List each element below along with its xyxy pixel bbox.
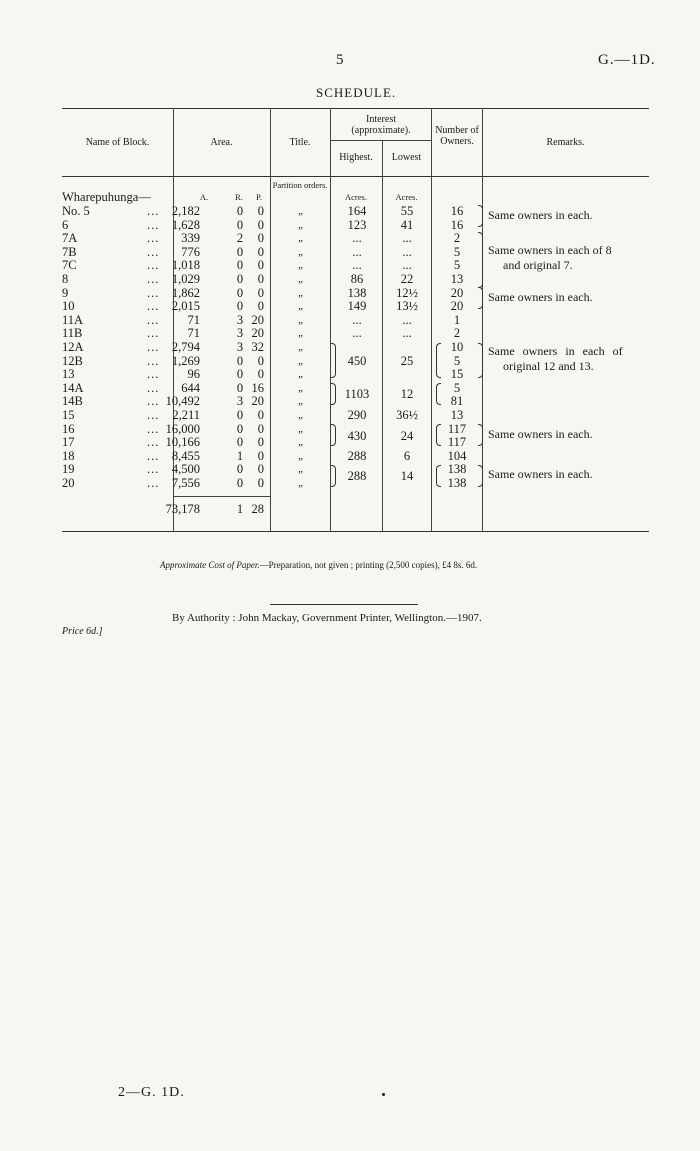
title-partition-order: „ bbox=[298, 259, 305, 272]
brace-owners-16-17 bbox=[436, 424, 441, 446]
block-name: 11A bbox=[62, 312, 84, 327]
leader-dots: ... bbox=[147, 476, 160, 490]
interest-highest: 86 bbox=[350, 272, 364, 286]
area-perches: 0 bbox=[257, 408, 264, 422]
area-perches: 0 bbox=[257, 476, 264, 490]
interest-highest: ... bbox=[352, 244, 362, 259]
interest-highest: 430 bbox=[347, 428, 367, 443]
number-of-owners: 2 bbox=[453, 231, 461, 246]
number-of-owners: 13 bbox=[450, 272, 464, 286]
page-number: 5 bbox=[336, 52, 344, 68]
block-group-label: Wharepuhunga— bbox=[62, 190, 151, 204]
title-partition-order: „ bbox=[298, 245, 305, 258]
area-perches: 0 bbox=[257, 204, 264, 218]
table-row bbox=[0, 205, 700, 218]
brace-owners-14 bbox=[436, 383, 441, 405]
title-partition-order: „ bbox=[298, 449, 305, 462]
title-partition-order: „ bbox=[298, 381, 305, 394]
number-of-owners: 15 bbox=[450, 367, 464, 382]
footer-dot bbox=[382, 1093, 385, 1096]
title-partition-order: „ bbox=[298, 205, 305, 217]
interest-lowest: 41 bbox=[400, 217, 414, 232]
area-acres: 10,492 bbox=[165, 394, 200, 409]
total-acres: 73,178 bbox=[165, 502, 200, 516]
area-perches: 0 bbox=[257, 462, 264, 477]
area-acres: 71 bbox=[187, 326, 200, 341]
block-name: 8 bbox=[62, 272, 69, 286]
area-acres: 2,211 bbox=[172, 408, 200, 422]
table-row bbox=[0, 368, 700, 381]
leader-dots: ... bbox=[147, 448, 160, 463]
table-top-rule bbox=[62, 108, 649, 109]
number-of-owners: 1 bbox=[453, 312, 461, 327]
area-perches: 0 bbox=[257, 435, 264, 450]
block-name: 7B bbox=[62, 244, 77, 259]
table-row bbox=[0, 287, 700, 300]
table-row bbox=[0, 300, 700, 313]
area-roods: 0 bbox=[236, 421, 244, 436]
number-of-owners: 5 bbox=[453, 353, 461, 368]
subhead-roods-r: R. bbox=[235, 192, 243, 202]
title-partition-order: „ bbox=[298, 354, 305, 367]
brace-highest-14 bbox=[331, 383, 336, 405]
price-note: Price 6d.] bbox=[62, 626, 103, 637]
number-of-owners: 20 bbox=[450, 285, 464, 300]
interest-highest: 138 bbox=[347, 285, 367, 300]
interest-highest: 288 bbox=[347, 448, 367, 463]
area-roods: 0 bbox=[236, 217, 244, 232]
total-perches: 28 bbox=[251, 502, 264, 516]
area-perches: 0 bbox=[257, 258, 264, 273]
area-acres: 10,166 bbox=[165, 435, 200, 450]
interest-highest: 288 bbox=[347, 469, 367, 484]
leader-dots: ... bbox=[147, 435, 160, 450]
interest-highest: 290 bbox=[347, 408, 367, 422]
remark-same-owners-16-17: Same owners in each. bbox=[488, 427, 593, 441]
block-name: 14B bbox=[62, 394, 83, 409]
number-of-owners: 5 bbox=[453, 244, 461, 259]
col-header-interest: Interest (approximate). bbox=[351, 114, 411, 136]
subhead-perches-p: P. bbox=[256, 192, 262, 202]
area-roods: 0 bbox=[236, 353, 244, 368]
block-name: 17 bbox=[62, 435, 75, 450]
leader-dots: ... bbox=[147, 367, 160, 382]
remark-same-owners-8-line2: and original 7. bbox=[503, 258, 573, 272]
area-perches: 0 bbox=[257, 231, 264, 246]
area-roods: 0 bbox=[236, 408, 244, 422]
area-perches: 0 bbox=[257, 244, 264, 259]
area-roods: 0 bbox=[236, 435, 244, 450]
area-roods: 3 bbox=[236, 312, 244, 327]
interest-lowest: 6 bbox=[403, 448, 411, 463]
interest-lowest: 25 bbox=[400, 353, 414, 368]
interest-lowest: 12½ bbox=[396, 285, 418, 300]
title-partition-order: „ bbox=[298, 313, 305, 326]
imprint-rule bbox=[270, 604, 418, 605]
leader-dots: ... bbox=[147, 231, 160, 246]
area-roods: 0 bbox=[236, 299, 244, 314]
area-acres: 1,018 bbox=[171, 258, 200, 273]
title-partition-order: „ bbox=[298, 341, 305, 353]
block-name: 9 bbox=[62, 285, 69, 300]
total-rule bbox=[173, 496, 270, 497]
block-name: 18 bbox=[62, 448, 75, 463]
number-of-owners: 104 bbox=[447, 448, 467, 463]
table-row bbox=[0, 273, 700, 286]
number-of-owners: 117 bbox=[447, 421, 467, 436]
title-partition-order: „ bbox=[298, 286, 305, 299]
area-acres: 2,182 bbox=[171, 204, 200, 218]
area-acres: 1,862 bbox=[171, 285, 200, 300]
number-of-owners: 20 bbox=[450, 299, 464, 314]
brace-owners-12-13 bbox=[436, 343, 441, 378]
title-partition-order: „ bbox=[298, 422, 305, 435]
area-acres: 1,029 bbox=[171, 272, 200, 286]
interest-lowest: 14 bbox=[400, 469, 414, 484]
interest-highest: ... bbox=[352, 312, 362, 327]
leader-dots: ... bbox=[147, 217, 160, 232]
number-of-owners: 13 bbox=[450, 408, 464, 422]
block-name: 6 bbox=[62, 217, 69, 232]
interest-highest: 164 bbox=[347, 204, 367, 218]
brace-highest-16-17 bbox=[331, 424, 336, 446]
subhead-partition-orders: Partition orders. bbox=[272, 180, 328, 190]
area-roods: 0 bbox=[236, 476, 244, 490]
interest-lowest: ... bbox=[402, 258, 412, 273]
leader-dots: ... bbox=[147, 408, 160, 422]
table-row bbox=[0, 395, 700, 408]
area-perches: 0 bbox=[257, 421, 264, 436]
brace-remarks-5 bbox=[478, 424, 483, 446]
area-roods: 0 bbox=[236, 204, 244, 218]
table-row bbox=[0, 380, 700, 401]
number-of-owners: 2 bbox=[453, 326, 461, 341]
col-header-title: Title. bbox=[289, 137, 311, 148]
remark-same-owners-5-6: Same owners in each. bbox=[488, 208, 593, 222]
printer-authority: By Authority : John Mackay, Government Printer, Wellington.—1907. bbox=[172, 612, 482, 624]
block-name: 20 bbox=[62, 476, 75, 490]
area-perches: 20 bbox=[251, 326, 264, 341]
area-acres: 644 bbox=[181, 380, 200, 395]
title-partition-order: „ bbox=[298, 273, 305, 285]
number-of-owners: 16 bbox=[450, 204, 464, 218]
remark-same-owners-19-20: Same owners in each. bbox=[488, 467, 593, 481]
number-of-owners: 81 bbox=[450, 394, 464, 409]
remark-same-owners-8-line1: Same owners in each of 8 bbox=[488, 243, 612, 257]
interest-highest: ... bbox=[352, 326, 362, 341]
interest-lowest: 12 bbox=[400, 386, 414, 401]
brace-highest-12-13 bbox=[331, 343, 336, 378]
block-name: 19 bbox=[62, 462, 75, 477]
block-name: 12B bbox=[62, 353, 83, 368]
area-acres: 2,015 bbox=[171, 299, 200, 314]
interest-lowest: ... bbox=[402, 231, 412, 246]
schedule-title: SCHEDULE. bbox=[316, 85, 397, 100]
title-partition-order: „ bbox=[298, 300, 305, 313]
brace-remarks-1 bbox=[478, 205, 483, 227]
leader-dots: ... bbox=[147, 421, 160, 436]
area-acres: 4,500 bbox=[171, 462, 200, 477]
leader-dots: ... bbox=[147, 326, 160, 341]
interest-sub-rule bbox=[330, 140, 431, 141]
leader-dots: ... bbox=[147, 394, 160, 409]
area-perches: 0 bbox=[257, 299, 264, 314]
block-name: 15 bbox=[62, 408, 75, 422]
area-perches: 0 bbox=[257, 367, 264, 382]
area-acres: 8,455 bbox=[171, 448, 200, 463]
block-name: 7C bbox=[62, 258, 77, 273]
interest-lowest: ... bbox=[402, 326, 412, 341]
area-roods: 3 bbox=[236, 340, 244, 354]
leader-dots: ... bbox=[147, 353, 160, 368]
title-partition-order: „ bbox=[298, 409, 305, 421]
table-row bbox=[0, 436, 700, 449]
table-row bbox=[0, 409, 700, 422]
brace-remarks-2 bbox=[478, 232, 483, 288]
area-roods: 0 bbox=[236, 285, 244, 300]
header-bottom-rule bbox=[62, 176, 649, 177]
subhead-lowest-acres: Acres. bbox=[395, 192, 418, 202]
table-bottom-rule bbox=[62, 531, 649, 532]
area-acres: 1,269 bbox=[171, 353, 200, 368]
area-perches: 0 bbox=[257, 353, 264, 368]
area-acres: 96 bbox=[187, 367, 200, 382]
title-partition-order: „ bbox=[298, 477, 305, 489]
block-name: No. 5 bbox=[62, 204, 90, 218]
area-acres: 776 bbox=[181, 244, 200, 259]
area-roods: 0 bbox=[236, 380, 244, 395]
area-perches: 32 bbox=[251, 340, 264, 354]
interest-highest: ... bbox=[352, 258, 362, 273]
area-perches: 16 bbox=[251, 380, 264, 395]
brace-remarks-6 bbox=[478, 465, 483, 487]
area-acres: 339 bbox=[181, 231, 200, 246]
area-roods: 1 bbox=[236, 448, 244, 463]
block-name: 12A bbox=[62, 340, 84, 354]
area-roods: 3 bbox=[236, 394, 244, 409]
remark-same-owners-12-line2: original 12 and 13. bbox=[503, 359, 594, 373]
interest-lowest: 36½ bbox=[396, 408, 418, 422]
title-partition-order: „ bbox=[298, 395, 305, 408]
area-roods: 0 bbox=[236, 272, 244, 286]
area-perches: 0 bbox=[257, 272, 264, 286]
col-header-area: Area. bbox=[210, 137, 233, 148]
leader-dots: ... bbox=[147, 272, 160, 286]
area-acres: 2,794 bbox=[171, 340, 200, 354]
brace-owners-19-20 bbox=[436, 465, 441, 487]
col-header-remarks: Remarks. bbox=[546, 137, 585, 148]
brace-highest-19-20 bbox=[331, 465, 336, 487]
leader-dots: ... bbox=[147, 299, 160, 314]
table-row bbox=[0, 327, 700, 340]
number-of-owners: 10 bbox=[450, 340, 464, 354]
cost-note-label: Approximate Cost of Paper. bbox=[160, 560, 260, 570]
area-acres: 7,556 bbox=[171, 476, 200, 490]
col-header-lowest: Lowest bbox=[391, 152, 422, 163]
area-acres: 71 bbox=[187, 312, 200, 327]
leader-dots: ... bbox=[147, 380, 160, 395]
interest-highest: ... bbox=[352, 231, 362, 246]
leader-dots: ... bbox=[147, 340, 160, 354]
interest-lowest: ... bbox=[402, 312, 412, 327]
interest-lowest: 55 bbox=[400, 204, 414, 218]
interest-lowest: 13½ bbox=[396, 299, 418, 314]
col-header-highest: Highest. bbox=[339, 152, 373, 163]
title-partition-order: „ bbox=[298, 232, 305, 245]
brace-remarks-3 bbox=[478, 287, 483, 309]
block-name: 13 bbox=[62, 367, 75, 382]
leader-dots: ... bbox=[147, 204, 160, 218]
leader-dots: ... bbox=[147, 244, 160, 259]
document-reference: G.—1D. bbox=[598, 52, 656, 68]
area-roods: 0 bbox=[236, 367, 244, 382]
leader-dots: ... bbox=[147, 462, 160, 477]
total-row bbox=[0, 503, 700, 516]
area-roods: 0 bbox=[236, 258, 244, 273]
table-row bbox=[0, 219, 700, 232]
page-footer-signature: 2—G. 1D. bbox=[118, 1085, 185, 1100]
brace-remarks-4 bbox=[478, 343, 483, 378]
table-row bbox=[0, 259, 700, 272]
area-roods: 0 bbox=[236, 462, 244, 477]
block-name: 16 bbox=[62, 421, 75, 436]
area-perches: 0 bbox=[257, 217, 264, 232]
leader-dots: ... bbox=[147, 285, 160, 300]
interest-lowest: 22 bbox=[400, 272, 414, 286]
area-roods: 0 bbox=[236, 244, 244, 259]
area-perches: 20 bbox=[251, 394, 264, 409]
table-row bbox=[0, 314, 700, 327]
interest-lowest: 24 bbox=[400, 428, 414, 443]
interest-highest: 123 bbox=[347, 217, 367, 232]
area-perches: 0 bbox=[257, 448, 264, 463]
number-of-owners: 16 bbox=[450, 217, 464, 232]
area-perches: 20 bbox=[251, 312, 264, 327]
col-header-owners: Number of Owners. bbox=[435, 125, 479, 147]
area-roods: 2 bbox=[236, 231, 244, 246]
number-of-owners: 117 bbox=[447, 435, 467, 450]
number-of-owners: 138 bbox=[447, 476, 467, 490]
title-partition-order: „ bbox=[298, 463, 305, 476]
title-partition-order: „ bbox=[298, 368, 305, 381]
area-acres: 1,628 bbox=[171, 217, 200, 232]
total-roods: 1 bbox=[236, 502, 244, 516]
title-partition-order: „ bbox=[298, 327, 305, 340]
interest-highest: 450 bbox=[347, 353, 367, 368]
interest-highest: 149 bbox=[347, 299, 367, 314]
area-acres: 16,000 bbox=[165, 421, 200, 436]
col-header-name: Name of Block. bbox=[85, 137, 150, 148]
table-row bbox=[0, 450, 700, 463]
leader-dots: ... bbox=[147, 258, 160, 273]
area-perches: 0 bbox=[257, 285, 264, 300]
number-of-owners: 5 bbox=[453, 380, 461, 395]
block-name: 14A bbox=[62, 380, 84, 395]
title-partition-order: „ bbox=[298, 436, 305, 449]
area-roods: 3 bbox=[236, 326, 244, 341]
table-row bbox=[0, 477, 700, 490]
leader-dots: ... bbox=[147, 312, 160, 327]
interest-highest: 1103 bbox=[344, 386, 370, 401]
remark-same-owners-9-10: Same owners in each. bbox=[488, 290, 593, 304]
number-of-owners: 5 bbox=[453, 258, 461, 273]
number-of-owners: 138 bbox=[447, 462, 467, 477]
subhead-acres-a: A. bbox=[199, 192, 209, 202]
cost-note-text: —Preparation, not given ; printing (2,500 copies), £4 8s. 6d. bbox=[259, 560, 478, 570]
interest-lowest: ... bbox=[402, 244, 412, 259]
block-name: 10 bbox=[62, 299, 75, 314]
block-name: 7A bbox=[62, 231, 78, 246]
block-name: 11B bbox=[62, 326, 83, 341]
remark-same-owners-12-line1: Same owners in each of bbox=[488, 344, 623, 358]
title-partition-order: „ bbox=[298, 218, 305, 231]
cost-note bbox=[160, 560, 477, 570]
subhead-highest-acres: Acres. bbox=[345, 192, 367, 202]
